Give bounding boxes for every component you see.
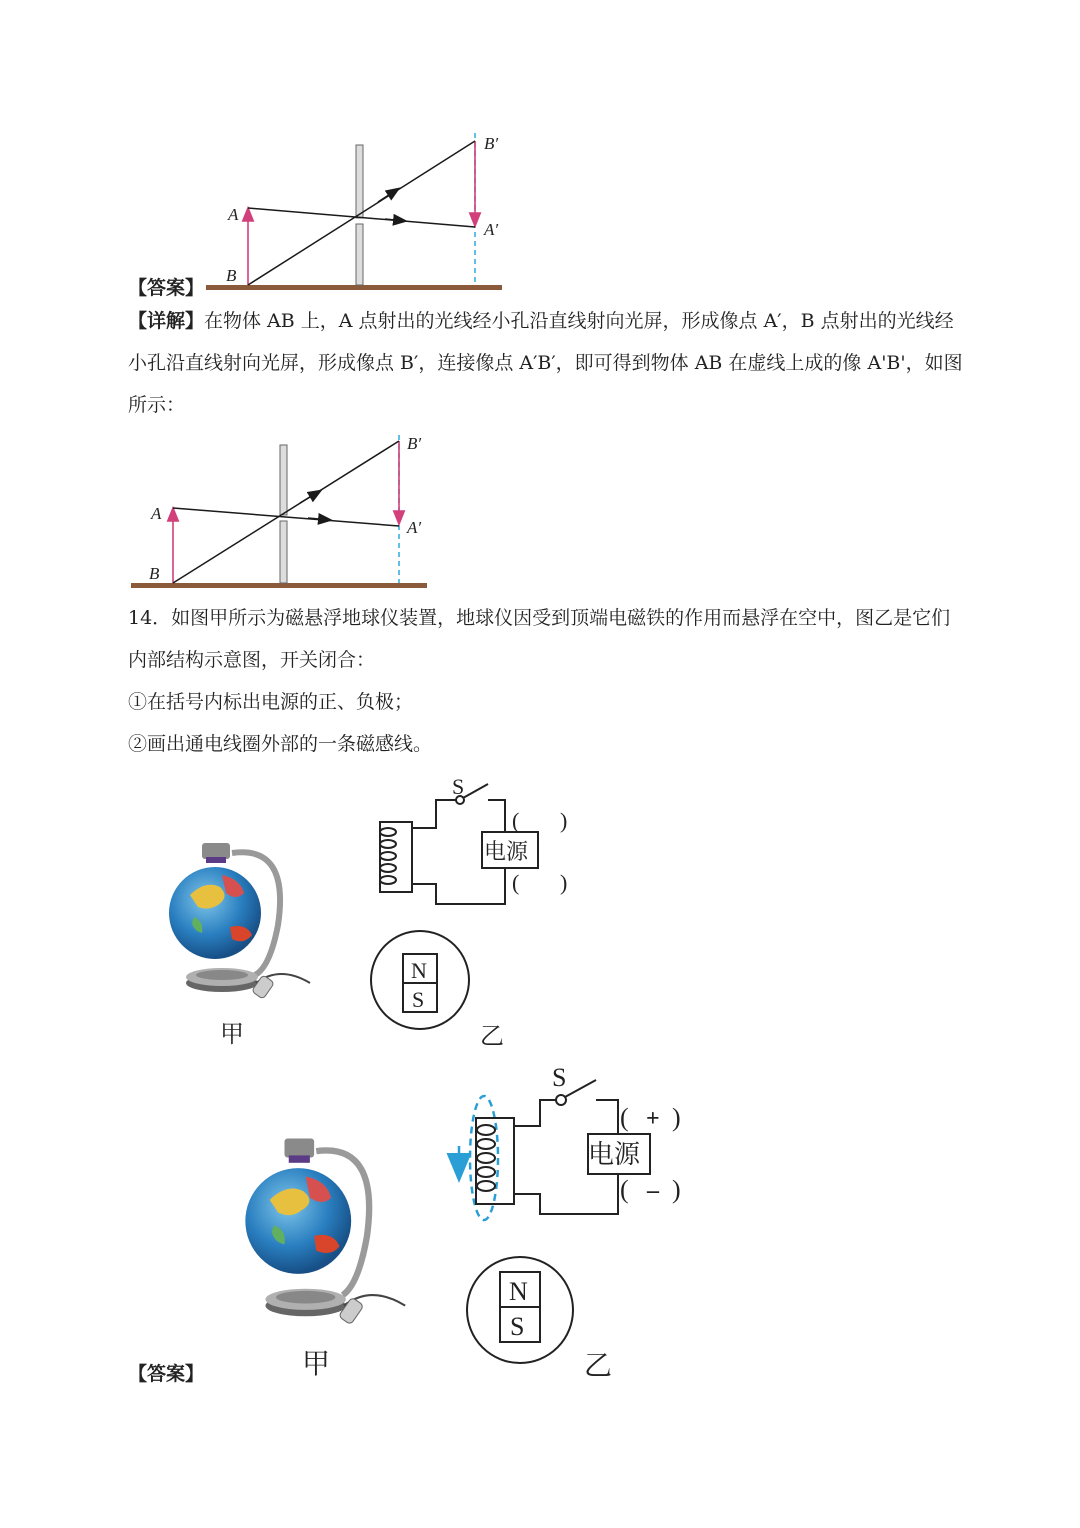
- label-b: B: [149, 564, 160, 583]
- magnet-s: S: [510, 1312, 525, 1341]
- paren-bottom-open: (: [620, 1175, 629, 1204]
- negative-pole: –: [647, 1178, 659, 1204]
- maglev-globe-illustration-answer: [240, 1130, 420, 1330]
- screen-with-pinhole-bottom: [356, 224, 363, 285]
- label-a-image: A′: [484, 220, 499, 239]
- circuit-answer-figure: [440, 1060, 700, 1230]
- circuit-question-figure: [360, 770, 600, 915]
- paren-bottom-close: ): [672, 1175, 681, 1204]
- detail-label: 【详解】: [128, 310, 205, 332]
- detail-text-1: 在物体 AB 上，A 点射出的光线经小孔沿直线射向光屏，形成像点 A′，B 点射出的光线经: [204, 310, 954, 332]
- label-yi: 乙: [480, 1022, 504, 1050]
- switch-label: S: [452, 774, 465, 799]
- switch-label: S: [552, 1063, 567, 1092]
- label-jia: 甲: [220, 1020, 244, 1048]
- pinhole-detail-figure: [125, 425, 435, 595]
- ray-a-arrow: [385, 219, 405, 221]
- label-yi-answer: 乙: [584, 1349, 613, 1382]
- paren-top-close: ): [672, 1103, 681, 1132]
- paren-top-close: ): [560, 808, 568, 833]
- pinhole-answer-figure: [200, 125, 520, 300]
- label-jia-answer: 甲: [302, 1347, 331, 1380]
- magnet-answer-figure: [462, 1254, 580, 1368]
- detail-paragraph-line-3: 所示：: [128, 394, 186, 416]
- label-a-image: A′: [407, 518, 422, 537]
- magnet-question-figure: [365, 930, 475, 1040]
- q14-stem-line-2: 内部结构示意图，开关闭合：: [128, 649, 376, 671]
- answer-label-q13: 【答案】: [128, 277, 205, 299]
- screen-with-pinhole-bottom: [280, 521, 287, 583]
- detail-paragraph-line-2: 小孔沿直线射向光屏，形成像点 B′，连接像点 A′B′，即可得到物体 AB 在虚线上成的像 A'B'，如图: [128, 352, 963, 374]
- magnet-n: N: [509, 1277, 528, 1306]
- power-source-label: 电源: [484, 840, 529, 865]
- paren-bottom-close: ): [560, 870, 568, 895]
- power-source-label: 电源: [588, 1140, 641, 1170]
- magnet-s: S: [412, 987, 425, 1012]
- ground-bar: [131, 583, 427, 588]
- label-a: A: [228, 205, 239, 224]
- ground-bar: [206, 285, 502, 290]
- ray-b-arrow: [378, 189, 398, 202]
- label-b: B: [226, 266, 237, 285]
- paren-top-open: (: [620, 1103, 629, 1132]
- detail-paragraph-line-1: [128, 309, 954, 333]
- field-line-dashed: [470, 1096, 498, 1220]
- label-b-image: B′: [484, 134, 499, 153]
- paren-top-open: (: [512, 808, 520, 833]
- positive-pole: +: [646, 1106, 660, 1132]
- q14-item-2: ②画出通电线圈外部的一条磁感线。: [128, 733, 433, 755]
- label-a: A: [151, 504, 162, 523]
- ray-b-arrow: [300, 491, 320, 503]
- label-b-image: B′: [407, 434, 422, 453]
- maglev-globe-illustration: [160, 835, 330, 1005]
- q14-item-1: ①在括号内标出电源的正、负极；: [128, 691, 414, 713]
- magnet-n: N: [411, 958, 427, 983]
- screen-with-pinhole-top: [280, 445, 287, 515]
- answer-label-q14: 【答案】: [128, 1363, 205, 1385]
- screen-with-pinhole-top: [356, 145, 363, 218]
- q14-stem-line-1: 14．如图甲所示为磁悬浮地球仪装置，地球仪因受到顶端电磁铁的作用而悬浮在空中，图乙是它们: [128, 607, 951, 629]
- paren-bottom-open: (: [512, 870, 520, 895]
